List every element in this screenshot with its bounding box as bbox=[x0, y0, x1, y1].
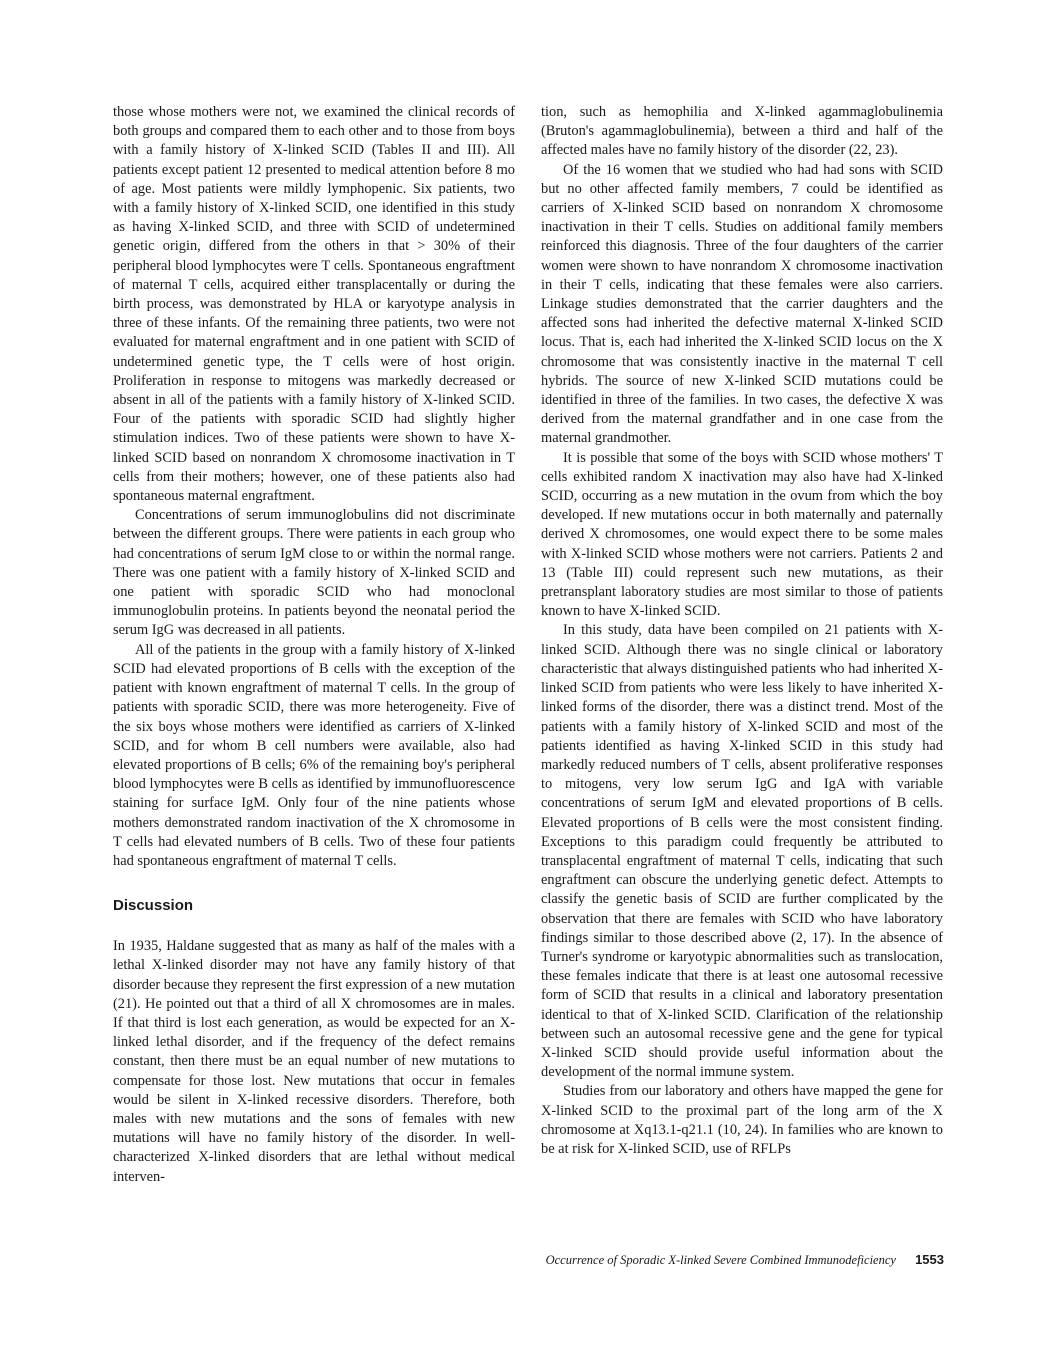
page-footer bbox=[546, 1252, 944, 1268]
running-title: Occurrence of Sporadic X-linked Severe Combined Immunodeficiency bbox=[545, 1253, 896, 1267]
body-paragraph: Studies from our laboratory and others have mapped the gene for X-linked SCID to the proximal part of the long arm of the X chromosome at Xq13.1-q21.1 (10, 24). In families who are known to be at risk for X-linked SCID, use of RFLPs bbox=[541, 1083, 943, 1157]
page-number: 1553 bbox=[915, 1252, 944, 1267]
body-paragraph: In this study, data have been compiled on 21 patients with X-linked SCID. Although there was no single clinical or laboratory characteristic that always distinguished patients who had inherited X-linked SCID from patients who were less likely to have inherited X-linked forms of the disorder, there was a distinct trend. Most of the patients with a family history of X-linked SCID and most of the patients identified as having X-linked SCID in this study had markedly reduced numbers of T cells, absent proliferative responses to mitogens, very low serum IgG and IgA with variable concentrations of serum IgM and elevated proportions of B cells. Elevated proportions of B cells were the most consistent finding. Exceptions to this paradigm could frequently be attributed to transplacental engraftment of maternal T cells, indicating that such engraftment can obscure the underlying genetic defect. Attempts to classify the genetic basis of SCID are further complicated by the observation that there are females with SCID who have laboratory findings similar to those described above (2, 17). In the absence of Turner's syndrome or karyotypic abnormalities such as translocation, these females indicate that there is at least one autosomal recessive form of SCID that results in a clinical and laboratory presentation identical to that of X-linked SCID. Clarification of the relationship between such an autosomal recessive gene and the gene for typical X-linked SCID should provide useful information about the development of the normal immune system. bbox=[541, 622, 943, 1081]
body-paragraph: tion, such as hemophilia and X-linked agammaglobulinemia (Bruton's agammaglobulinemia), between a third and half of the affected males have no family history of the disorder (22, 23). bbox=[541, 104, 943, 159]
body-paragraph: It is possible that some of the boys with SCID whose mothers' T cells exhibited random X inactivation may also have had X-linked SCID, occurring as a new mutation in the ovum from which the boy developed. If new mutations occur in both maternally and paternally derived X chromosomes, one would expect there to be some males with X-linked SCID whose mothers were not carriers. Patients 2 and 13 (Table III) could represent such new mutations, as their pretransplant laboratory studies are most similar to those of patients known to have X-linked SCID. bbox=[541, 449, 943, 620]
body-paragraph: those whose mothers were not, we examined the clinical records of both groups and compared them to each other and to those from boys with a family history of X-linked SCID (Tables II and III). All patients except patient 12 presented to medical attention before 8 mo of age. Most patients were mildly lymphopenic. Six patients, two with a family history of X-linked SCID, one identified in this study as having X-linked SCID, and three with SCID of undetermined genetic origin, differed from the others in that > 30% of their peripheral blood lymphocytes were T cells. Spontaneous engraftment of maternal T cells, acquired either transplacentally or during the birth process, was demonstrated by HLA or karyotype analysis in three of these infants. Of the remaining three patients, two were not evaluated for maternal engraftment and in one patient with SCID of undetermined genetic type, the T cells were of host origin. Proliferation in response to mitogens was markedly decreased or absent in all of the patients with a family history of X-linked SCID. Four of the patients with sporadic SCID had slightly higher stimulation indices. Two of these patients were shown to have X-linked SCID based on nonrandom X chromosome inactivation in T cells from their mothers; however, one of these patients also had spontaneous maternal engraftment. bbox=[113, 104, 515, 505]
section-heading-discussion: Discussion bbox=[113, 897, 194, 915]
body-paragraph: Of the 16 women that we studied who had had sons with SCID but no other affected family members, 7 could be identified as carriers of X-linked SCID based on nonrandom X chromosome inactivation in their T cells. Studies on additional family members reinforced this diagnosis. Three of the four daughters of the carrier women were shown to have nonrandom X chromosome inactivation in their T cells, indicating that these females were also carriers. Linkage studies demonstrated that the carrier daughters and the affected sons had inherited the defective maternal X-linked SCID locus. That is, each had inherited the X-linked SCID locus on the X chromosome that was consistently inactive in the maternal T cell hybrids. The source of new X-linked SCID mutations could be identified in three of the families. In two cases, the defective X was derived from the maternal grandfather and in one case from the maternal grandmother. bbox=[541, 161, 943, 447]
body-paragraph: Concentrations of serum immunoglobulins did not discriminate between the different groups. There were patients in each group who had concentrations of serum IgM close to or within the normal range. There was one patient with a family history of X-linked SCID and one patient with sporadic SCID who had monoclonal immunoglobulin proteins. In patients beyond the neonatal period the serum IgG was decreased in all patients. bbox=[113, 507, 515, 639]
right-column bbox=[541, 103, 943, 1159]
body-paragraph: All of the patients in the group with a family history of X-linked SCID had elevated proportions of B cells with the exception of the patient with known engraftment of maternal T cells. In the group of patients with sporadic SCID, there was more heterogeneity. Five of the six boys whose mothers were identified as carriers of X-linked SCID, and for whom B cell numbers were available, also had elevated proportions of B cells; 6% of the remaining boy's peripheral blood lymphocytes were B cells as identified by immunofluorescence staining for surface IgM. Only four of the nine patients whose mothers demonstrated random inactivation of the X chromosome in T cells had elevated numbers of B cells. Two of these four patients had spontaneous engraftment of maternal T cells. bbox=[113, 641, 515, 869]
left-column bbox=[113, 103, 515, 1187]
body-paragraph: In 1935, Haldane suggested that as many as half of the males with a lethal X-linked disorder may not have any family history of that disorder because they represent the first expression of a new mutation (21). He pointed out that a third of all X chromosomes are in males. If that third is lost each generation, as would be expected for an X-linked lethal disorder, and if the frequency of the defect remains constant, then there must be an equal number of new mutations to compensate for those lost. New mutations that occur in females would be silent in X-linked recessive disorders. Therefore, both males with new mutations and the sons of females with new mutations will have no family history of the disorder. In well-characterized X-linked disorders that are lethal without medical interven- bbox=[113, 938, 516, 1185]
